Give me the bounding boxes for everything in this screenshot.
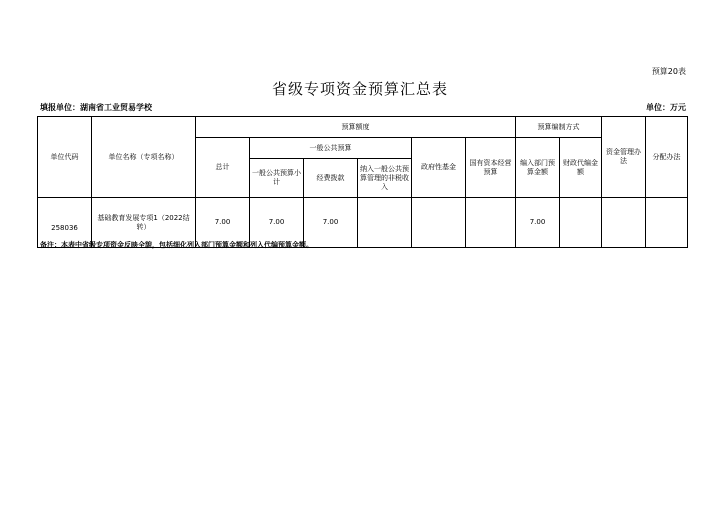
cell-funding: 7.00	[304, 198, 358, 248]
form-number: 预算20表	[651, 67, 686, 76]
header-fund-management: 资金管理办法	[602, 117, 646, 198]
header-general-subtotal: 一般公共预算小计	[250, 159, 304, 198]
cell-dept-budget: 7.00	[516, 198, 560, 248]
header-dept-budget: 编入部门预算金额	[516, 138, 560, 198]
header-non-tax: 纳入一般公共预算管理的非税收入	[358, 159, 412, 198]
header-unit-name: 单位名称（专项名称）	[92, 117, 196, 198]
cell-fund-management	[602, 198, 646, 248]
cell-code: 258036	[38, 198, 92, 248]
header-total: 总计	[196, 138, 250, 198]
cell-fiscal-compile	[560, 198, 602, 248]
cell-state-capital	[466, 198, 516, 248]
footnote: 备注：本表中省级专项资金反映全貌，包括细化列入部门预算金额和列入代编预算金额。	[40, 241, 313, 249]
header-general-budget: 一般公共预算	[250, 138, 412, 159]
cell-name: 基础教育发展专项1（2022结转）	[92, 198, 196, 248]
header-allocation-method: 分配办法	[646, 117, 688, 198]
cell-general-subtotal: 7.00	[250, 198, 304, 248]
cell-non-tax	[358, 198, 412, 248]
filling-unit: 填报单位：湖南省工业贸易学校	[40, 103, 152, 112]
cell-total: 7.00	[196, 198, 250, 248]
page-title: 省级专项资金预算汇总表	[271, 80, 448, 98]
cell-gov-fund	[412, 198, 466, 248]
header-gov-fund: 政府性基金	[412, 138, 466, 198]
budget-summary-table	[37, 116, 688, 248]
header-unit-code: 单位代码	[38, 117, 92, 198]
header-fiscal-compile: 财政代编金额	[560, 138, 602, 198]
header-compile-method: 预算编制方式	[516, 117, 602, 138]
header-row-1	[38, 117, 688, 138]
header-funding: 经费拨款	[304, 159, 358, 198]
header-budget-amount: 预算额度	[196, 117, 516, 138]
header-state-capital: 国有资本经营预算	[466, 138, 516, 198]
currency-unit: 单位：万元	[646, 103, 686, 112]
cell-allocation	[646, 198, 688, 248]
